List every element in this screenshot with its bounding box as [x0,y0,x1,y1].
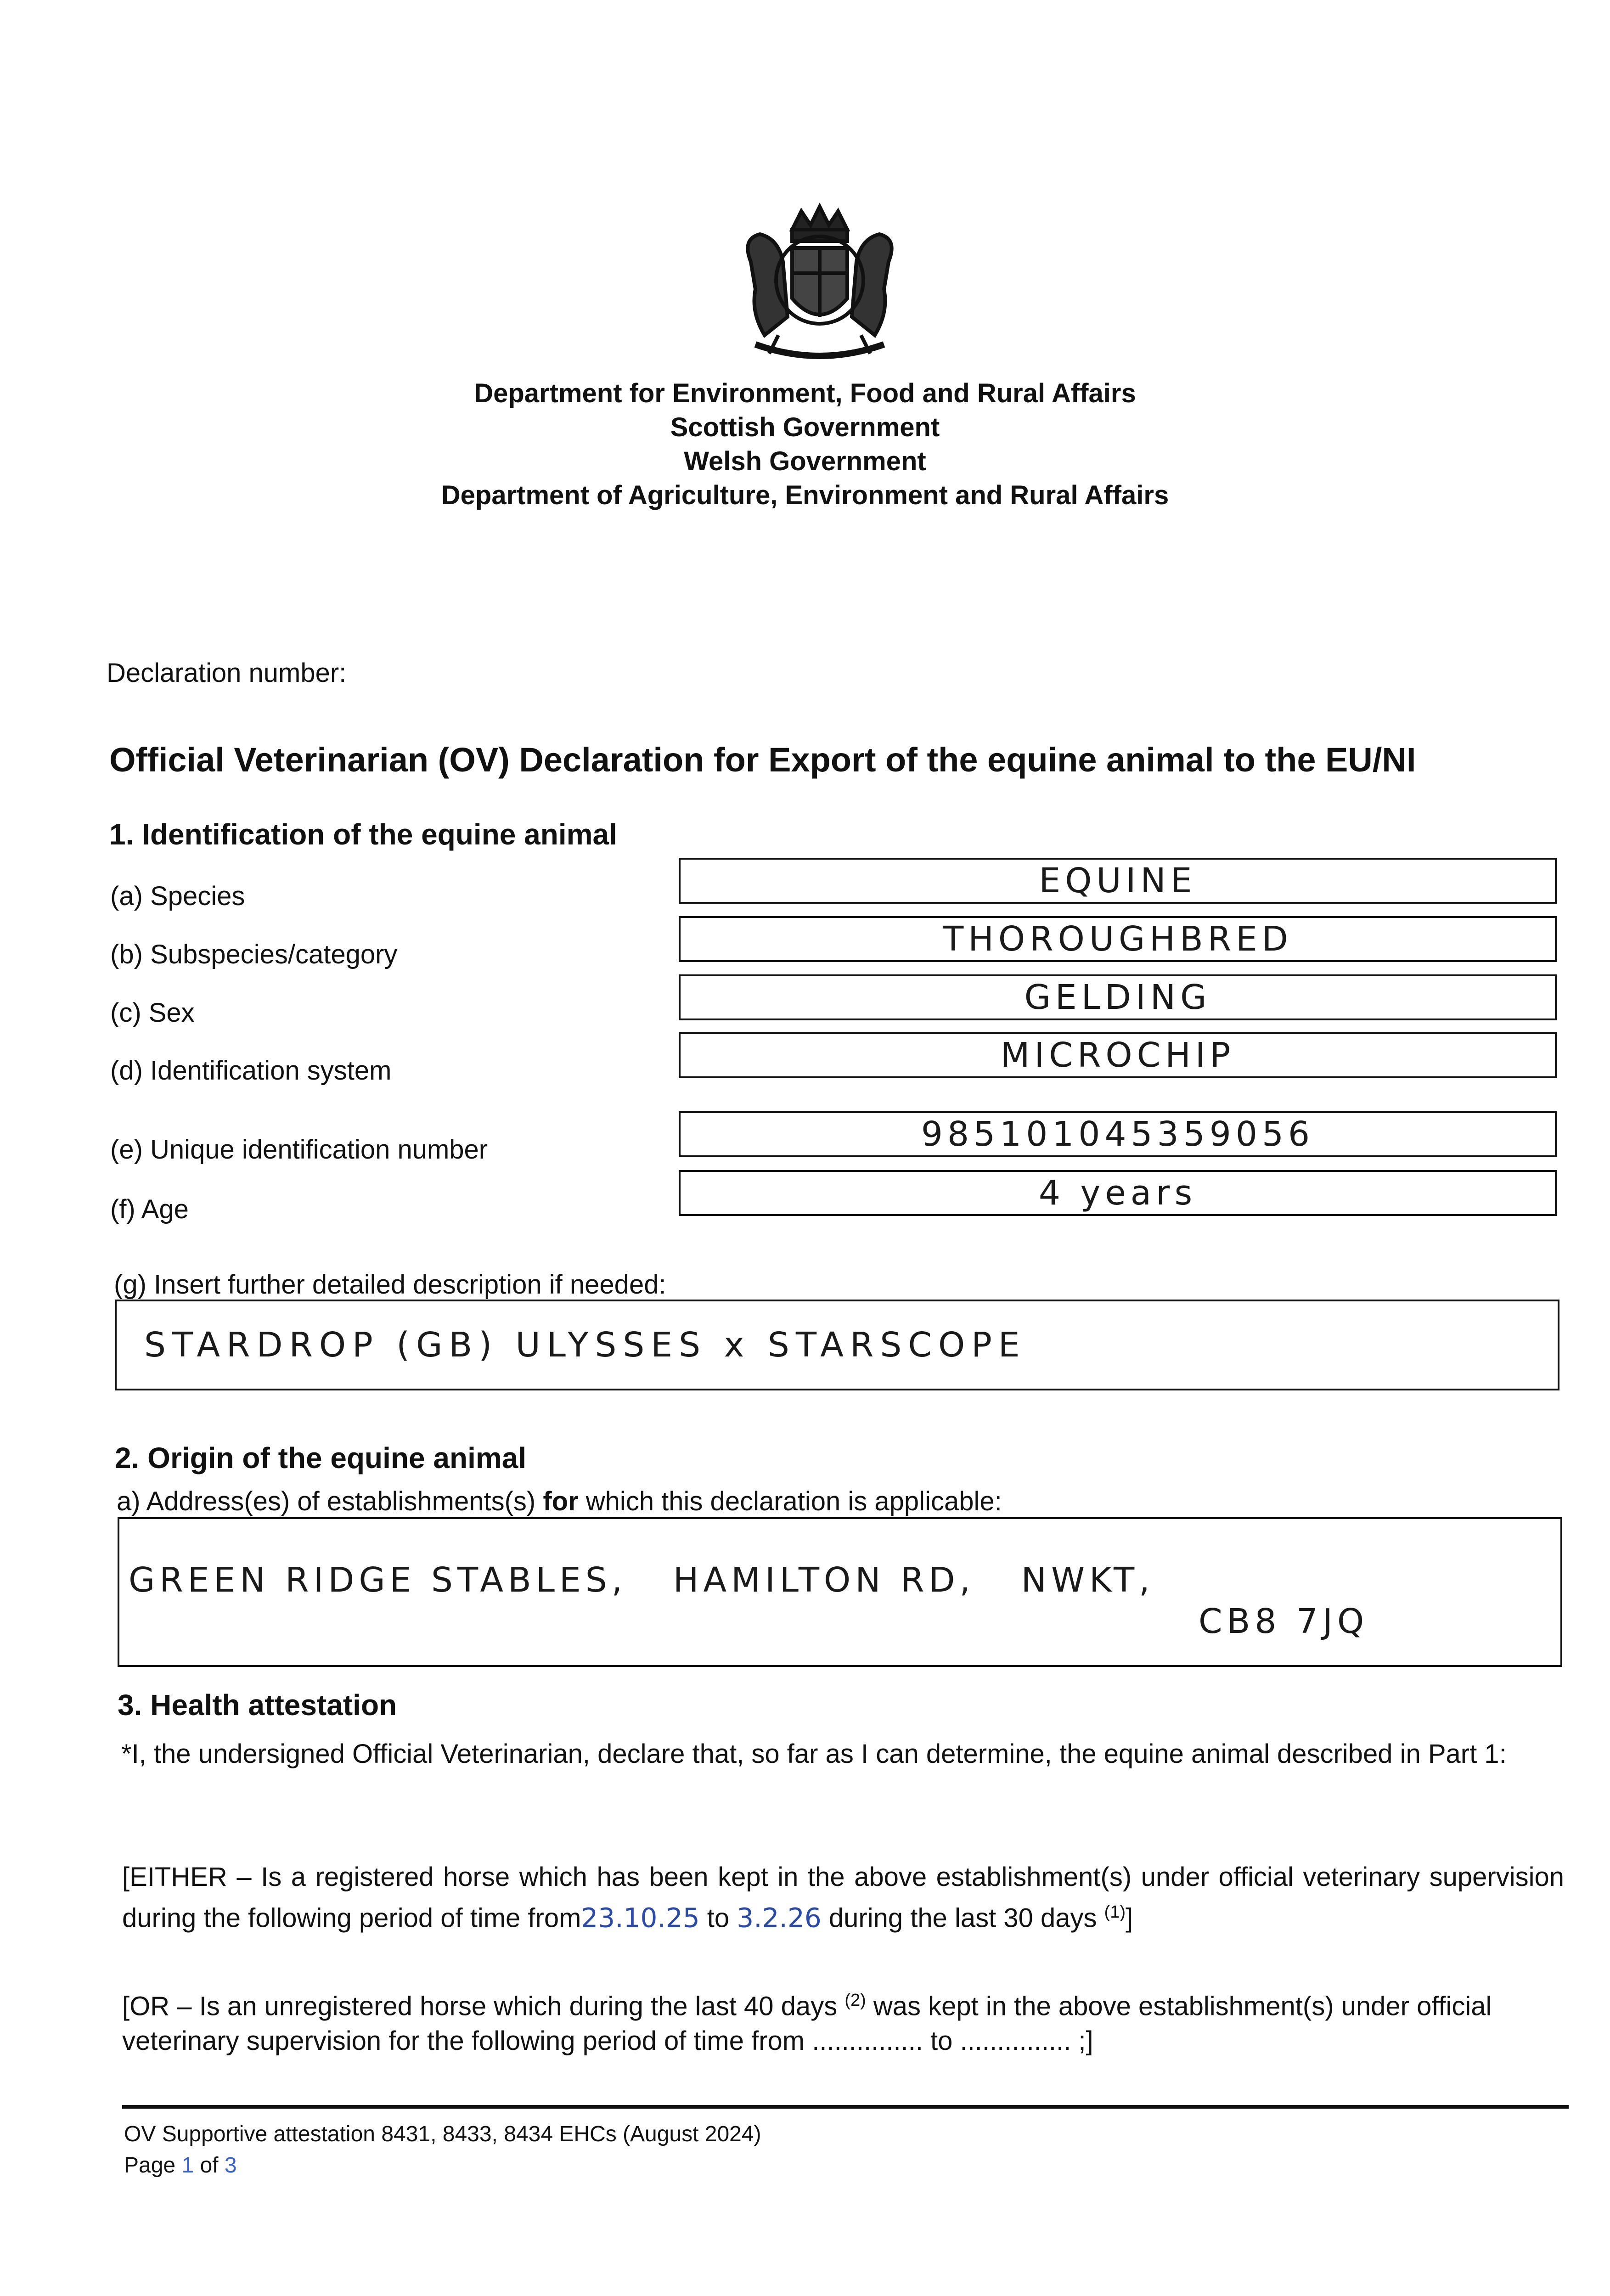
either-from-date: 23.10.25 [581,1902,700,1934]
address-label [117,1486,1002,1517]
department-line-3: Welsh Government [684,446,926,476]
or-clause [122,1983,1564,2059]
or-text-b: was kept in the above establishment(s) under official veterinary supervision for the following period of time from ............... to ............... ;] [122,1991,1492,2056]
address-label-bold: for [543,1486,579,1516]
subspecies-value: THOROUGHBRED [943,919,1293,959]
either-to-date: 3.2.26 [737,1902,822,1934]
age-value: 4 years [1038,1173,1197,1213]
either-tail: during the last 30 days [821,1903,1104,1933]
page-total: 3 [224,2153,237,2178]
section-1-heading: 1. Identification of the equine animal [109,818,617,851]
address-field[interactable] [118,1517,1562,1667]
description-value: STARDROP (GB) ULYSSES x STARSCOPE [144,1325,1026,1365]
identification-system-label: (d) Identification system [110,1056,392,1086]
department-line-1: Department for Environment, Food and Rural Affairs [474,378,1136,408]
age-label: (f) Age [110,1194,189,1224]
age-field[interactable] [679,1170,1557,1216]
either-text: [EITHER – Is a registered horse which has been kept in the above establishment(s) under official veterinary supervision during the following period of time from [122,1862,1564,1933]
page-word: Page [124,2153,182,2178]
page-of: of [194,2153,225,2178]
footer-attestation: OV Supportive attestation 8431, 8433, 8434 EHCs (August 2024) [124,2122,761,2146]
identification-system-value: MICROCHIP [1000,1035,1235,1075]
either-clause [122,1860,1564,1936]
address-line-2: CB8 7JQ [1199,1602,1369,1641]
department-line-2: Scottish Government [670,412,940,442]
either-footnote: (1) [1104,1902,1126,1922]
subspecies-label: (b) Subspecies/category [110,940,398,969]
sex-label: (c) Sex [110,998,195,1028]
either-close: ] [1126,1903,1133,1933]
footer-divider [122,2105,1569,2109]
royal-coat-of-arms-icon [723,197,916,372]
attestation-intro: *I, the undersigned Official Veterinarian, declare that, so far as I can determine, the equine animal described in Part 1: [121,1739,1507,1769]
page-title: Official Veterinarian (OV) Declaration for Export of the equine animal to the EU/NI [109,741,1416,779]
address-label-text: a) Address(es) of establishments(s) [117,1486,543,1516]
description-label: (g) Insert further detailed description if needed: [114,1270,666,1300]
species-value: EQUINE [1039,861,1197,900]
subspecies-field[interactable] [679,916,1557,962]
unique-id-label: (e) Unique identification number [110,1135,488,1165]
declaration-number-label: Declaration number: [107,658,347,688]
sex-field[interactable] [679,974,1557,1020]
section-2-heading: 2. Origin of the equine animal [115,1441,527,1474]
page-current: 1 [181,2153,194,2178]
either-to-word: to [699,1903,737,1933]
unique-id-value: 985101045359056 [921,1114,1315,1154]
section-3-heading: 3. Health attestation [118,1688,397,1722]
or-text-a: [OR – Is an unregistered horse which during the last 40 days [122,1991,845,2021]
description-field[interactable] [115,1300,1559,1390]
address-line-1: GREEN RIDGE STABLES, HAMILTON RD, NWKT, [129,1560,1154,1600]
department-line-4: Department of Agriculture, Environment and Rural Affairs [441,480,1169,510]
sex-value: GELDING [1024,978,1211,1017]
page-indicator [124,2153,237,2178]
identification-system-field[interactable] [679,1032,1557,1078]
species-label: (a) Species [110,881,245,911]
address-label-tail: which this declaration is applicable: [578,1486,1002,1516]
species-field[interactable] [679,858,1557,904]
or-footnote: (2) [844,1991,866,2010]
unique-id-field[interactable] [679,1111,1557,1157]
